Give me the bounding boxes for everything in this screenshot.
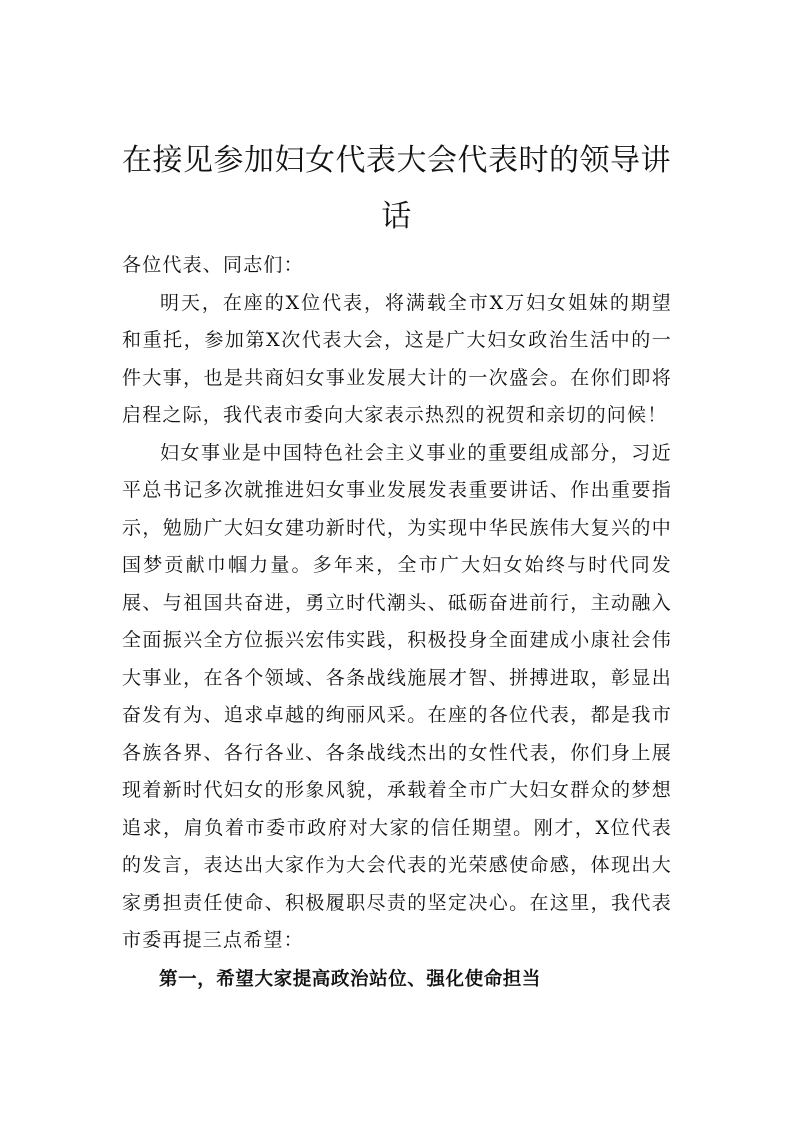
document-title: 在接见参加妇女代表大会代表时的领导讲话 xyxy=(122,143,671,234)
document-body xyxy=(122,247,672,998)
section-heading: 第一，希望大家提高政治站位、强化使命担当 xyxy=(159,968,542,990)
paragraph-opening: 明天，在座的X位代表，将满载全市X万妇女姐妹的期望和重托，参加第X次代表大会，这是广大妇女政治生活中的一件大事，也是共商妇女事业发展大计的一次盛会。在你们即将启程之际，我代表市委向大家表示热烈的祝贺和亲切的问候！ xyxy=(122,291,672,426)
salutation: 各位代表、同志们： xyxy=(122,254,304,276)
paragraph-main: 妇女事业是中国特色社会主义事业的重要组成部分，习近平总书记多次就推进妇女事业发展发表重要讲话、作出重要指示，勉励广大妇女建功新时代，为实现中华民族伟大复兴的中国梦贡献巾帼力量。多年来，全市广大妇女始终与时代同发展、与祖国共奋进，勇立时代潮头、砥砺奋进前行，主动融入全面振兴全方位振兴宏伟实践，积极投身全面建成小康社会伟大事业，在各个领域、各条战线施展才智、拼搏进取，彰显出奋发有为、追求卓越的绚丽风采。在座的各位代表，都是我市各族各界、各行各业、各条战线杰出的女性代表，你们身上展现着新时代妇女的形象风貌，承载着全市广大妇女群众的梦想追求，肩负着市委市政府对大家的信任期望。刚才，X位代表的发言，表达出大家作为大会代表的光荣感使命感，体现出大家勇担责任使命、积极履职尽责的坚定决心。在这里，我代表市委再提三点希望： xyxy=(122,441,672,951)
